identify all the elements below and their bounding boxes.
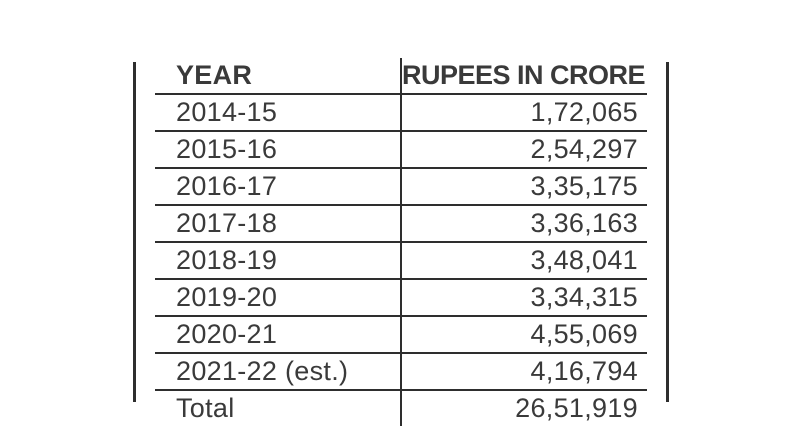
right-border-rule (666, 62, 669, 402)
year-column-header: YEAR (155, 58, 401, 94)
value-cell: 3,35,175 (401, 168, 647, 205)
value-cell: 2,54,297 (401, 131, 647, 168)
year-cell: 2014-15 (155, 94, 401, 131)
value-cell: 4,16,794 (401, 353, 647, 390)
table-row (155, 242, 647, 279)
yearly-rupees-table (155, 58, 647, 426)
value-cell: 3,34,315 (401, 279, 647, 316)
total-value: 26,51,919 (401, 390, 647, 426)
table-row (155, 205, 647, 242)
total-row (155, 390, 647, 426)
value-cell: 3,48,041 (401, 242, 647, 279)
table-row (155, 131, 647, 168)
year-cell: 2017-18 (155, 205, 401, 242)
rupees-column-header: RUPEES IN CRORE (401, 58, 647, 94)
table-row (155, 168, 647, 205)
value-cell: 1,72,065 (401, 94, 647, 131)
year-cell: 2018-19 (155, 242, 401, 279)
left-border-rule (133, 62, 136, 402)
table-row (155, 279, 647, 316)
year-cell: 2016-17 (155, 168, 401, 205)
total-label: Total (176, 393, 235, 423)
value-cell: 4,55,069 (401, 316, 647, 353)
table-row (155, 353, 647, 390)
table-row (155, 94, 647, 131)
year-cell: 2021-22 (est.) (155, 353, 401, 390)
table-row (155, 316, 647, 353)
value-cell: 3,36,163 (401, 205, 647, 242)
year-cell: 2020-21 (155, 316, 401, 353)
year-cell: 2019-20 (155, 279, 401, 316)
year-cell: 2015-16 (155, 131, 401, 168)
header-row (155, 58, 647, 94)
